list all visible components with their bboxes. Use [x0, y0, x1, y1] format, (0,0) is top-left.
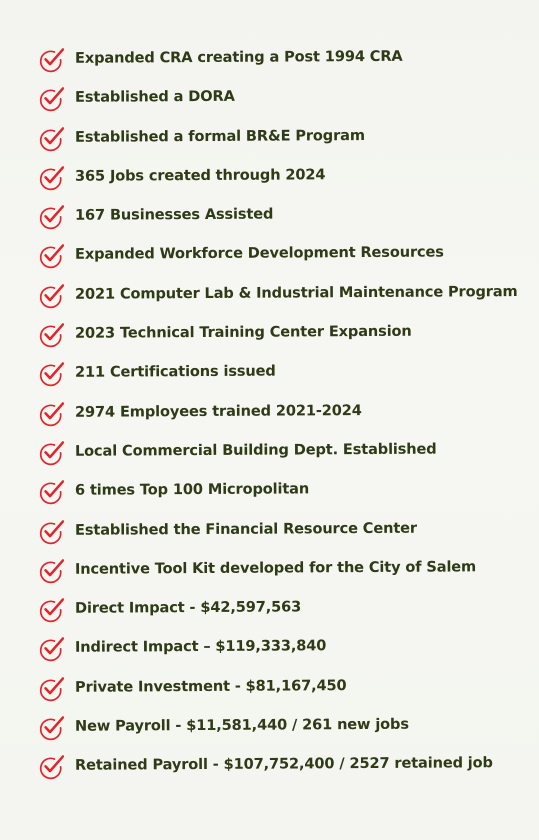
list-item: [38, 587, 533, 629]
checkmark-circle-icon: [38, 322, 64, 348]
list-item: [38, 116, 533, 158]
list-item: [38, 273, 533, 315]
checkmark-circle-icon: [38, 715, 64, 741]
item-label: 2974 Employees trained 2021-2024: [74, 402, 362, 421]
list-item: [38, 351, 533, 393]
list-item: [38, 744, 533, 786]
list-item: [38, 233, 533, 275]
checkmark-circle-icon: [38, 400, 64, 426]
item-label: New Payroll - $11,581,440 / 261 new jobs: [74, 716, 409, 736]
checkmark-circle-icon: [38, 675, 64, 701]
accomplishments-list: [38, 40, 533, 787]
item-label: Incentive Tool Kit developed for the City of Salem: [74, 558, 477, 578]
item-label: Established the Financial Resource Center: [74, 519, 417, 539]
list-item: [38, 155, 533, 197]
item-label: 365 Jobs created through 2024: [74, 166, 326, 186]
list-item: [38, 76, 533, 118]
list-item: [38, 548, 533, 590]
checkmark-circle-icon: [38, 243, 64, 269]
item-label: 167 Businesses Assisted: [74, 206, 274, 225]
list-item: [38, 705, 533, 747]
item-label: Expanded Workforce Development Resources: [74, 244, 444, 264]
item-label: Indirect Impact – $119,333,840: [74, 638, 327, 657]
checkmark-circle-icon: [38, 754, 64, 780]
list-item: [38, 194, 533, 236]
item-label: 2021 Computer Lab & Industrial Maintenance Program: [74, 283, 518, 303]
checkmark-circle-icon: [38, 46, 64, 72]
checkmark-circle-icon: [38, 86, 64, 112]
checkmark-circle-icon: [38, 557, 64, 583]
item-label: Established a formal BR&E Program: [74, 126, 365, 146]
list-item: [38, 666, 533, 708]
item-label: Private Investment - $81,167,450: [74, 677, 347, 696]
checkmark-circle-icon: [38, 204, 64, 230]
list-item: [38, 312, 533, 354]
item-label: Direct Impact - $42,597,563: [74, 598, 302, 618]
item-label: 6 times Top 100 Micropolitan: [74, 480, 310, 500]
item-label: Local Commercial Building Dept. Established: [74, 440, 437, 461]
checkmark-circle-icon: [38, 361, 64, 387]
item-label: Retained Payroll - $107,752,400 / 2527 retained job: [74, 754, 493, 775]
checkmark-circle-icon: [38, 282, 64, 308]
list-item: [38, 626, 533, 668]
list-item: [38, 37, 533, 79]
checkmark-circle-icon: [38, 164, 64, 190]
list-item: [38, 509, 533, 551]
checkmark-circle-icon: [38, 479, 64, 505]
list-item: [38, 430, 533, 472]
checkmark-circle-icon: [38, 518, 64, 544]
list-item: [38, 391, 533, 433]
item-label: 211 Certifications issued: [74, 363, 276, 382]
item-label: Established a DORA: [74, 88, 235, 107]
item-label: 2023 Technical Training Center Expansion: [74, 323, 412, 343]
checkmark-circle-icon: [38, 597, 64, 623]
list-item: [38, 469, 533, 511]
checkmark-circle-icon: [38, 125, 64, 151]
checkmark-circle-icon: [38, 439, 64, 465]
checkmark-circle-icon: [38, 636, 64, 662]
item-label: Expanded CRA creating a Post 1994 CRA: [74, 48, 403, 68]
